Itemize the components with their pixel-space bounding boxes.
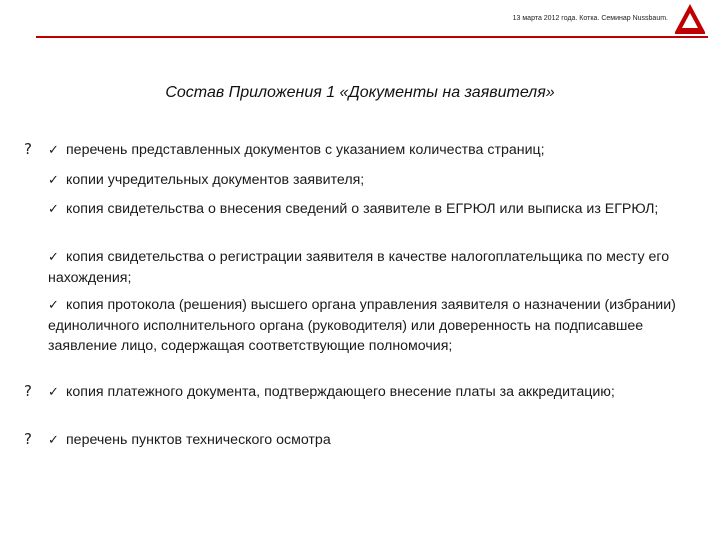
check-icon: ✓ <box>48 385 59 400</box>
list-item-text: копии учредительных документов заявителя; <box>66 172 365 188</box>
list-item-text: копия свидетельства о внесения сведений о заявителе в ЕГРЮЛ или выписка из ЕГРЮЛ; <box>66 201 659 217</box>
list-item <box>48 382 678 403</box>
check-icon: ✓ <box>48 173 59 188</box>
list-item <box>48 140 678 161</box>
question-mark-icon: ? <box>24 430 32 448</box>
list-item-text: перечень пунктов технического осмотра <box>66 432 331 448</box>
list-item-text: копия протокола (решения) высшего органа управления заявителя о назначении (избрании) единоличного исполнительного органа (руководителя) или доверенность на подписавшее заявление лицо, содержащая соответствующие полномочия; <box>48 297 676 354</box>
list-item <box>48 199 678 220</box>
header-caption: 13 марта 2012 года. Котка. Семинар Nussbaum. <box>512 15 668 22</box>
check-icon: ✓ <box>48 250 59 265</box>
question-mark-icon: ? <box>24 382 32 400</box>
list-item-text: копия свидетельства о регистрации заявителя в качестве налогоплательщика по месту его нахождения; <box>48 249 670 286</box>
list-item <box>48 170 678 191</box>
slide-title: Состав Приложения 1 «Документы на заявителя» <box>165 84 555 101</box>
check-icon: ✓ <box>48 433 59 448</box>
check-icon: ✓ <box>48 143 59 158</box>
list-item <box>48 247 678 288</box>
check-icon: ✓ <box>48 298 59 313</box>
check-icon: ✓ <box>48 202 59 217</box>
list-item-text: копия платежного документа, подтверждающего внесение платы за аккредитацию; <box>66 384 615 400</box>
question-mark-icon: ? <box>24 140 32 158</box>
list-item <box>48 295 678 356</box>
list-item <box>48 430 678 451</box>
list-item-text: перечень представленных документов с указанием количества страниц; <box>66 142 545 158</box>
